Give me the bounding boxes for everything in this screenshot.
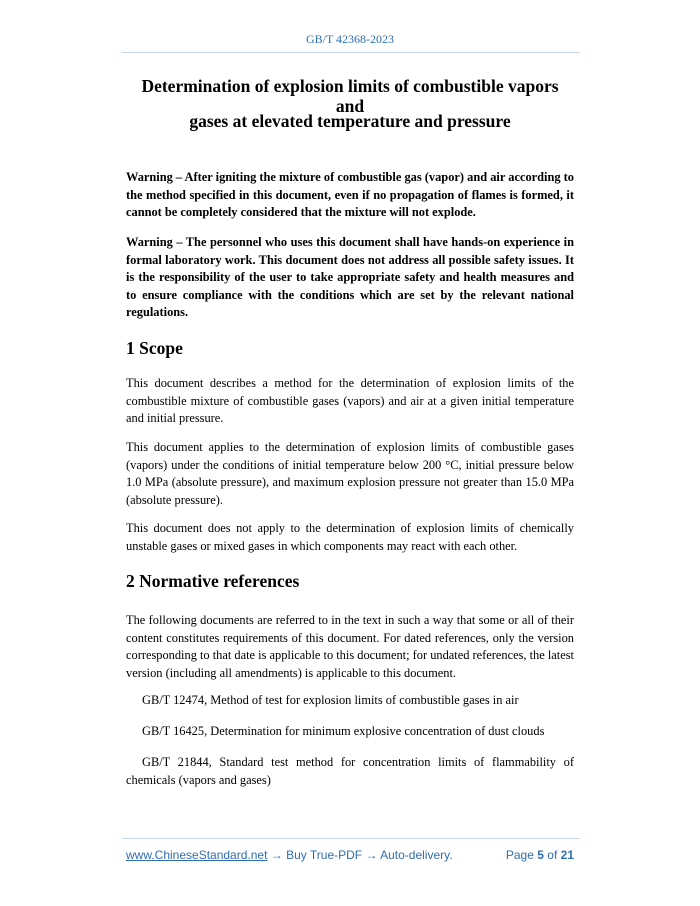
document-header-code: GB/T 42368-2023 (305, 32, 395, 46)
reference-item: GB/T 16425, Determination for minimum explosive concentration of dust clouds (142, 724, 545, 738)
warning-paragraph-2: Warning – The personnel who uses this document shall have hands-on experience in formal laboratory work. This document does not address all possible safety issues. It is the responsibility of the user to take appropriate safety and health measures and to ensure compliance with the conditions which are set by the relevant national regulations. (126, 235, 574, 319)
footer-promo-text: → Buy True-PDF → Auto-delivery. (267, 848, 453, 862)
page-footer (126, 848, 574, 864)
document-title-line-2: gases at elevated temperature and pressure (189, 111, 511, 131)
document-title-line-1: Determination of explosion limits of combustible vapors and (141, 76, 559, 116)
page-current: 5 (537, 848, 544, 862)
footer-divider (122, 838, 580, 839)
header-divider (122, 52, 580, 53)
references-intro-paragraph: The following documents are referred to in the text in such a way that some or all of their content constitutes requirements of this document. For dated references, only the version corresponding to that date is applicable to this document; for undated references, the latest version (including all amendments) is applicable to this document. (126, 613, 574, 680)
section-heading-normative-references: 2 Normative references (126, 571, 300, 591)
section-heading-scope: 1 Scope (126, 338, 183, 358)
warning-paragraph-1: Warning – After igniting the mixture of combustible gas (vapor) and air according to the method specified in this document, even if no propagation of flames is formed, it cannot be completely considered that the mixture will not explode. (126, 170, 574, 219)
page-label: Page (505, 848, 534, 862)
scope-paragraph-2: This document applies to the determination of explosion limits of combustible gases (vapors) under the conditions of initial temperature below 200 °C, initial pressure below 1.0 MPa (absolute pressure), and maximum explosion pressure not greater than 15.0 MPa (absolute pressure). (126, 440, 574, 507)
scope-paragraph-3: This document does not apply to the determination of explosion limits of chemically unstable gases or mixed gases in which components may react with each other. (126, 521, 574, 553)
page-of-label: of (547, 848, 558, 862)
footer-promo (126, 848, 453, 862)
reference-item: GB/T 12474, Method of test for explosion limits of combustible gases in air (142, 693, 519, 707)
reference-item: GB/T 21844, Standard test method for concentration limits of flammability of chemicals (vapors and gases) (126, 755, 574, 787)
page-total: 21 (560, 848, 574, 862)
scope-paragraph-1: This document describes a method for the determination of explosion limits of the combustible mixture of combustible gases (vapors) and air at a given initial temperature and initial pressure. (126, 376, 574, 425)
website-link[interactable]: www.ChineseStandard.net (126, 848, 268, 862)
page-number (506, 848, 574, 862)
